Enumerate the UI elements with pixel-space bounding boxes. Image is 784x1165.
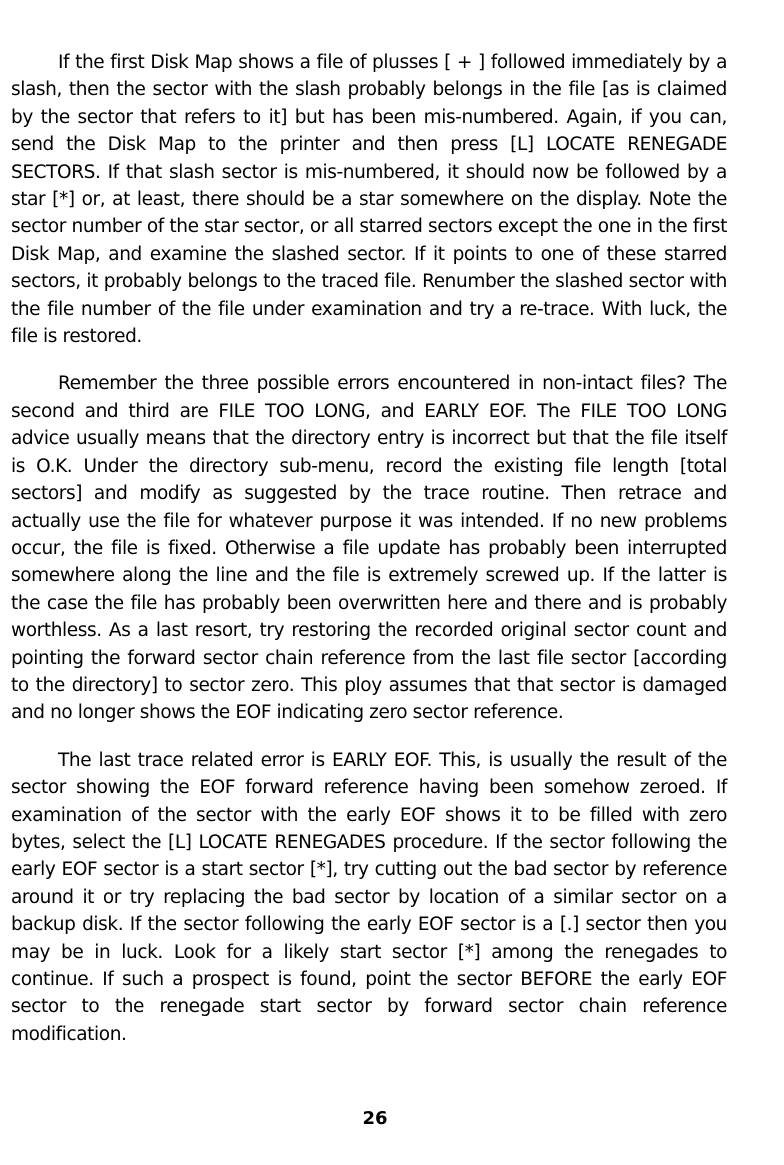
page-number: 26: [362, 1108, 388, 1129]
paragraph-disk-map: If the first Disk Map shows a file of plusses [ + ] followed immediately by a slash, then the sector with the slash probably belongs in the file [as is claimed by the sector that refers to it] but has been mis-numbered. Again, if you can, send the Disk Map to the printer and then press [L] LOCATE RENEGADE SECTORS. If that slash sector is mis-numbered, it should now be followed by a star [*] or, at least, there should be a star somewhere on the display. Note the sector number of the star sector, or all starred sectors except the one in the first Disk Map, and examine the slashed sector. If it points to one of these starred sectors, it probably belongs to the traced file. Renumber the slashed sector with the file number of the file under examination and try a re-trace. With luck, the file is restored.: [11, 52, 727, 348]
paragraph-early-eof: The last trace related error is EARLY EOF. This, is usually the result of the sector showing the EOF forward reference having been somehow zeroed. If examination of the sector with the early EOF shows it to be filled with zero bytes, select the [L] LOCATE RENEGADES procedure. If the sector following the early EOF sector is a start sector [*], try cutting out the bad sector by reference around it or try replacing the bad sector by location of a similar sector on a backup disk. If the sector following the early EOF sector is a [.] sector then you may be in luck. Look for a likely start sector [*] among the renegades to continue. If such a prospect is found, point the sector BEFORE the early EOF sector to the renegade start sector by forward sector chain reference modification.: [11, 749, 727, 1045]
paragraph-trace-errors: Remember the three possible errors encountered in non-intact files? The second and third are FILE TOO LONG, and EARLY EOF. The FILE TOO LONG advice usually means that the directory entry is incorrect but that the file itself is O.K. Under the directory sub-menu, record the existing file length [total sectors] and modify as suggested by the trace routine. Then retrace and actually use the file for whatever purpose it was intended. If no new problems occur, the file is fixed. Otherwise a file update has probably been interrupted somewhere along the line and the file is extremely screwed up. If the latter is the case the file has probably been overwritten here and there and is probably worthless. As a last resort, try restoring the recorded original sector count and pointing the forward sector chain reference from the last file sector [according to the directory] to sector zero. This ploy assumes that that sector is damaged and no longer shows the EOF indicating zero sector reference.: [11, 373, 727, 724]
body-text: [11, 49, 727, 1068]
